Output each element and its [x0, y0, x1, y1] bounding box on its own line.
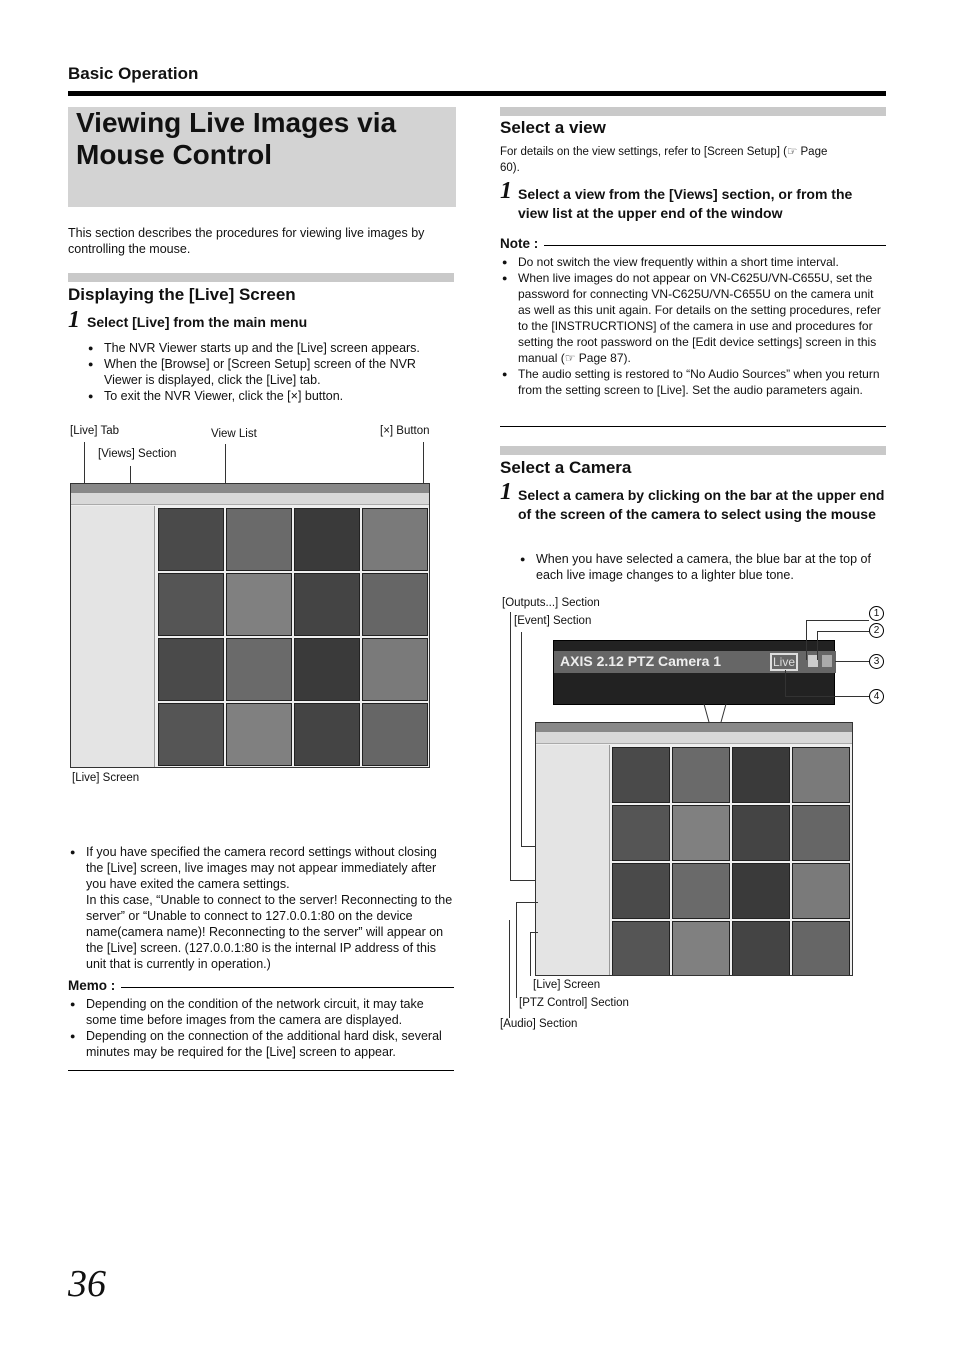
camera-tile[interactable]: [158, 703, 224, 766]
display-heading: Displaying the [Live] Screen: [68, 285, 296, 304]
live-screen-screenshot-2: [535, 722, 853, 976]
camera-tile[interactable]: [362, 573, 428, 636]
camera-tile[interactable]: [672, 805, 730, 861]
camera-tile[interactable]: [362, 638, 428, 701]
camera-tile[interactable]: [672, 921, 730, 976]
list-item: ● When the [Browse] or [Screen Setup] screen of the NVR Viewer is displayed, click the [Live] tab.: [86, 356, 454, 388]
camera-tile[interactable]: [294, 638, 360, 701]
intro-text: This section describes the procedures for viewing live images by controlling the mouse.: [68, 226, 425, 256]
note-list: [500, 254, 886, 398]
camera-tile[interactable]: [792, 921, 850, 976]
memo-header: [68, 977, 454, 995]
view-list-label: View List: [211, 428, 257, 440]
live-screen-label: [Live] Screen: [72, 772, 140, 784]
camera-tile[interactable]: [226, 573, 292, 636]
display-bullets: [86, 340, 454, 404]
camera-tile[interactable]: [612, 921, 670, 976]
callout-2: 2: [869, 623, 884, 638]
zoom-live-label: Live: [770, 653, 798, 671]
list-item: ● Depending on the condition of the network circuit, it may take some time before images from the camera are displayed.: [68, 996, 454, 1028]
page-title: Viewing Live Images via Mouse Control: [76, 107, 397, 170]
camera-tile[interactable]: [362, 703, 428, 766]
step-number: 1: [500, 178, 512, 204]
callout-3: 3: [869, 654, 884, 669]
camera-tile[interactable]: [158, 508, 224, 571]
note-label: Note :: [500, 236, 544, 251]
camera-tile[interactable]: [158, 638, 224, 701]
page-number: 36: [68, 1263, 106, 1305]
title-box: [68, 107, 456, 207]
camera-tile[interactable]: [672, 747, 730, 803]
view-step: Select a view from the [Views] section, or from the view list at the upper end of the window: [518, 186, 853, 221]
section-bar: [68, 273, 454, 282]
camera-tile[interactable]: [792, 747, 850, 803]
camera-tile[interactable]: [612, 805, 670, 861]
camera-tile[interactable]: [612, 863, 670, 919]
camera-tile[interactable]: [226, 638, 292, 701]
camera-tile[interactable]: [732, 863, 790, 919]
view-ref: For details on the view settings, refer to [Screen Setup] (☞ Page 60).: [500, 146, 828, 174]
camera-tile[interactable]: [792, 805, 850, 861]
zoom-camera-name: AXIS 2.12 PTZ Camera 1: [560, 653, 722, 669]
camera-tile[interactable]: [226, 508, 292, 571]
camera-tile[interactable]: [362, 508, 428, 571]
section-bar: [500, 107, 886, 116]
live-tab-label: [Live] Tab: [70, 425, 120, 437]
list-item: ● If you have specified the camera record settings without closing the [Live] screen, live images may not appear immediately after you have exited the camera settings. In this case, “Unable to connect to the server! Reconnecting to the server” or “Unable to connect to 127.0.0.1:80 on the device name(camera name)! Reconnecting to the server” will appear on the [Live] screen. (127.0.0.1:80 is the internal IP address of this unit that is currently in operation.): [68, 844, 454, 972]
camera-tile[interactable]: [612, 747, 670, 803]
camera-tile[interactable]: [294, 703, 360, 766]
list-item: ● Do not switch the view frequently within a short time interval.: [500, 254, 886, 270]
section-bar: [500, 446, 886, 455]
close-icon: [822, 655, 832, 667]
list-item: ● When you have selected a camera, the blue bar at the top of each live image changes to a lighter blue tone.: [518, 551, 886, 583]
callout-1: 1: [869, 606, 884, 621]
camera-tile[interactable]: [672, 863, 730, 919]
live-screen-screenshot: [70, 483, 430, 768]
list-item: ● Depending on the connection of the additional hard disk, several minutes may be required for the [Live] screen to appear.: [68, 1028, 454, 1060]
camera-tile[interactable]: [226, 703, 292, 766]
audio-label: [Audio] Section: [500, 1018, 578, 1030]
x-button-label: [×] Button: [380, 425, 430, 437]
note-rule: [500, 426, 886, 427]
camera-tile[interactable]: [158, 573, 224, 636]
live-screen-label-2: [Live] Screen: [533, 979, 601, 991]
event-label: [Event] Section: [514, 615, 592, 627]
list-item: ● To exit the NVR Viewer, click the [×] button.: [86, 388, 454, 404]
views-section-label: [Views] Section: [98, 448, 177, 460]
section-label: Basic Operation: [68, 64, 199, 83]
warning-list: [68, 844, 454, 972]
display-step: Select [Live] from the main menu: [87, 314, 308, 330]
note-header: [500, 235, 886, 253]
camera-tile[interactable]: [732, 747, 790, 803]
list-item: ● When live images do not appear on VN-C625U/VN-C655U, set the password for connecting VN-C625U/VN-C655U on the camera unit as well as this unit again. For details on the setting procedures, refer to the [INSTRUCRTIONS] of the camera in use and procedures for setting the root password on the [Edit device settings] screen in this manual (☞ Page 87).: [500, 270, 886, 366]
camera-heading: Select a Camera: [500, 458, 632, 477]
list-item: ● The NVR Viewer starts up and the [Live] screen appears.: [86, 340, 454, 356]
camera-tile[interactable]: [792, 863, 850, 919]
list-item: ● The audio setting is restored to “No Audio Sources” when you return from the setting screen to [Live]. Set the audio parameters again.: [500, 366, 886, 398]
camera-bullets: [518, 551, 886, 583]
callout-4: 4: [869, 689, 884, 704]
memo-rule: [68, 1070, 454, 1071]
outputs-label: [Outputs...] Section: [502, 597, 600, 609]
memo-list: [68, 996, 454, 1060]
header-rule: [68, 91, 886, 96]
camera-tile[interactable]: [294, 508, 360, 571]
view-heading: Select a view: [500, 118, 606, 137]
ptz-label: [PTZ Control] Section: [519, 997, 629, 1009]
step-number: 1: [500, 479, 512, 505]
step-number: 1: [68, 307, 80, 333]
camera-tile[interactable]: [294, 573, 360, 636]
camera-tile[interactable]: [732, 921, 790, 976]
camera-step: Select a camera by clicking on the bar at the upper end of the screen of the camera to select using the mouse: [518, 487, 885, 522]
camera-tile[interactable]: [732, 805, 790, 861]
memo-label: Memo :: [68, 978, 121, 993]
